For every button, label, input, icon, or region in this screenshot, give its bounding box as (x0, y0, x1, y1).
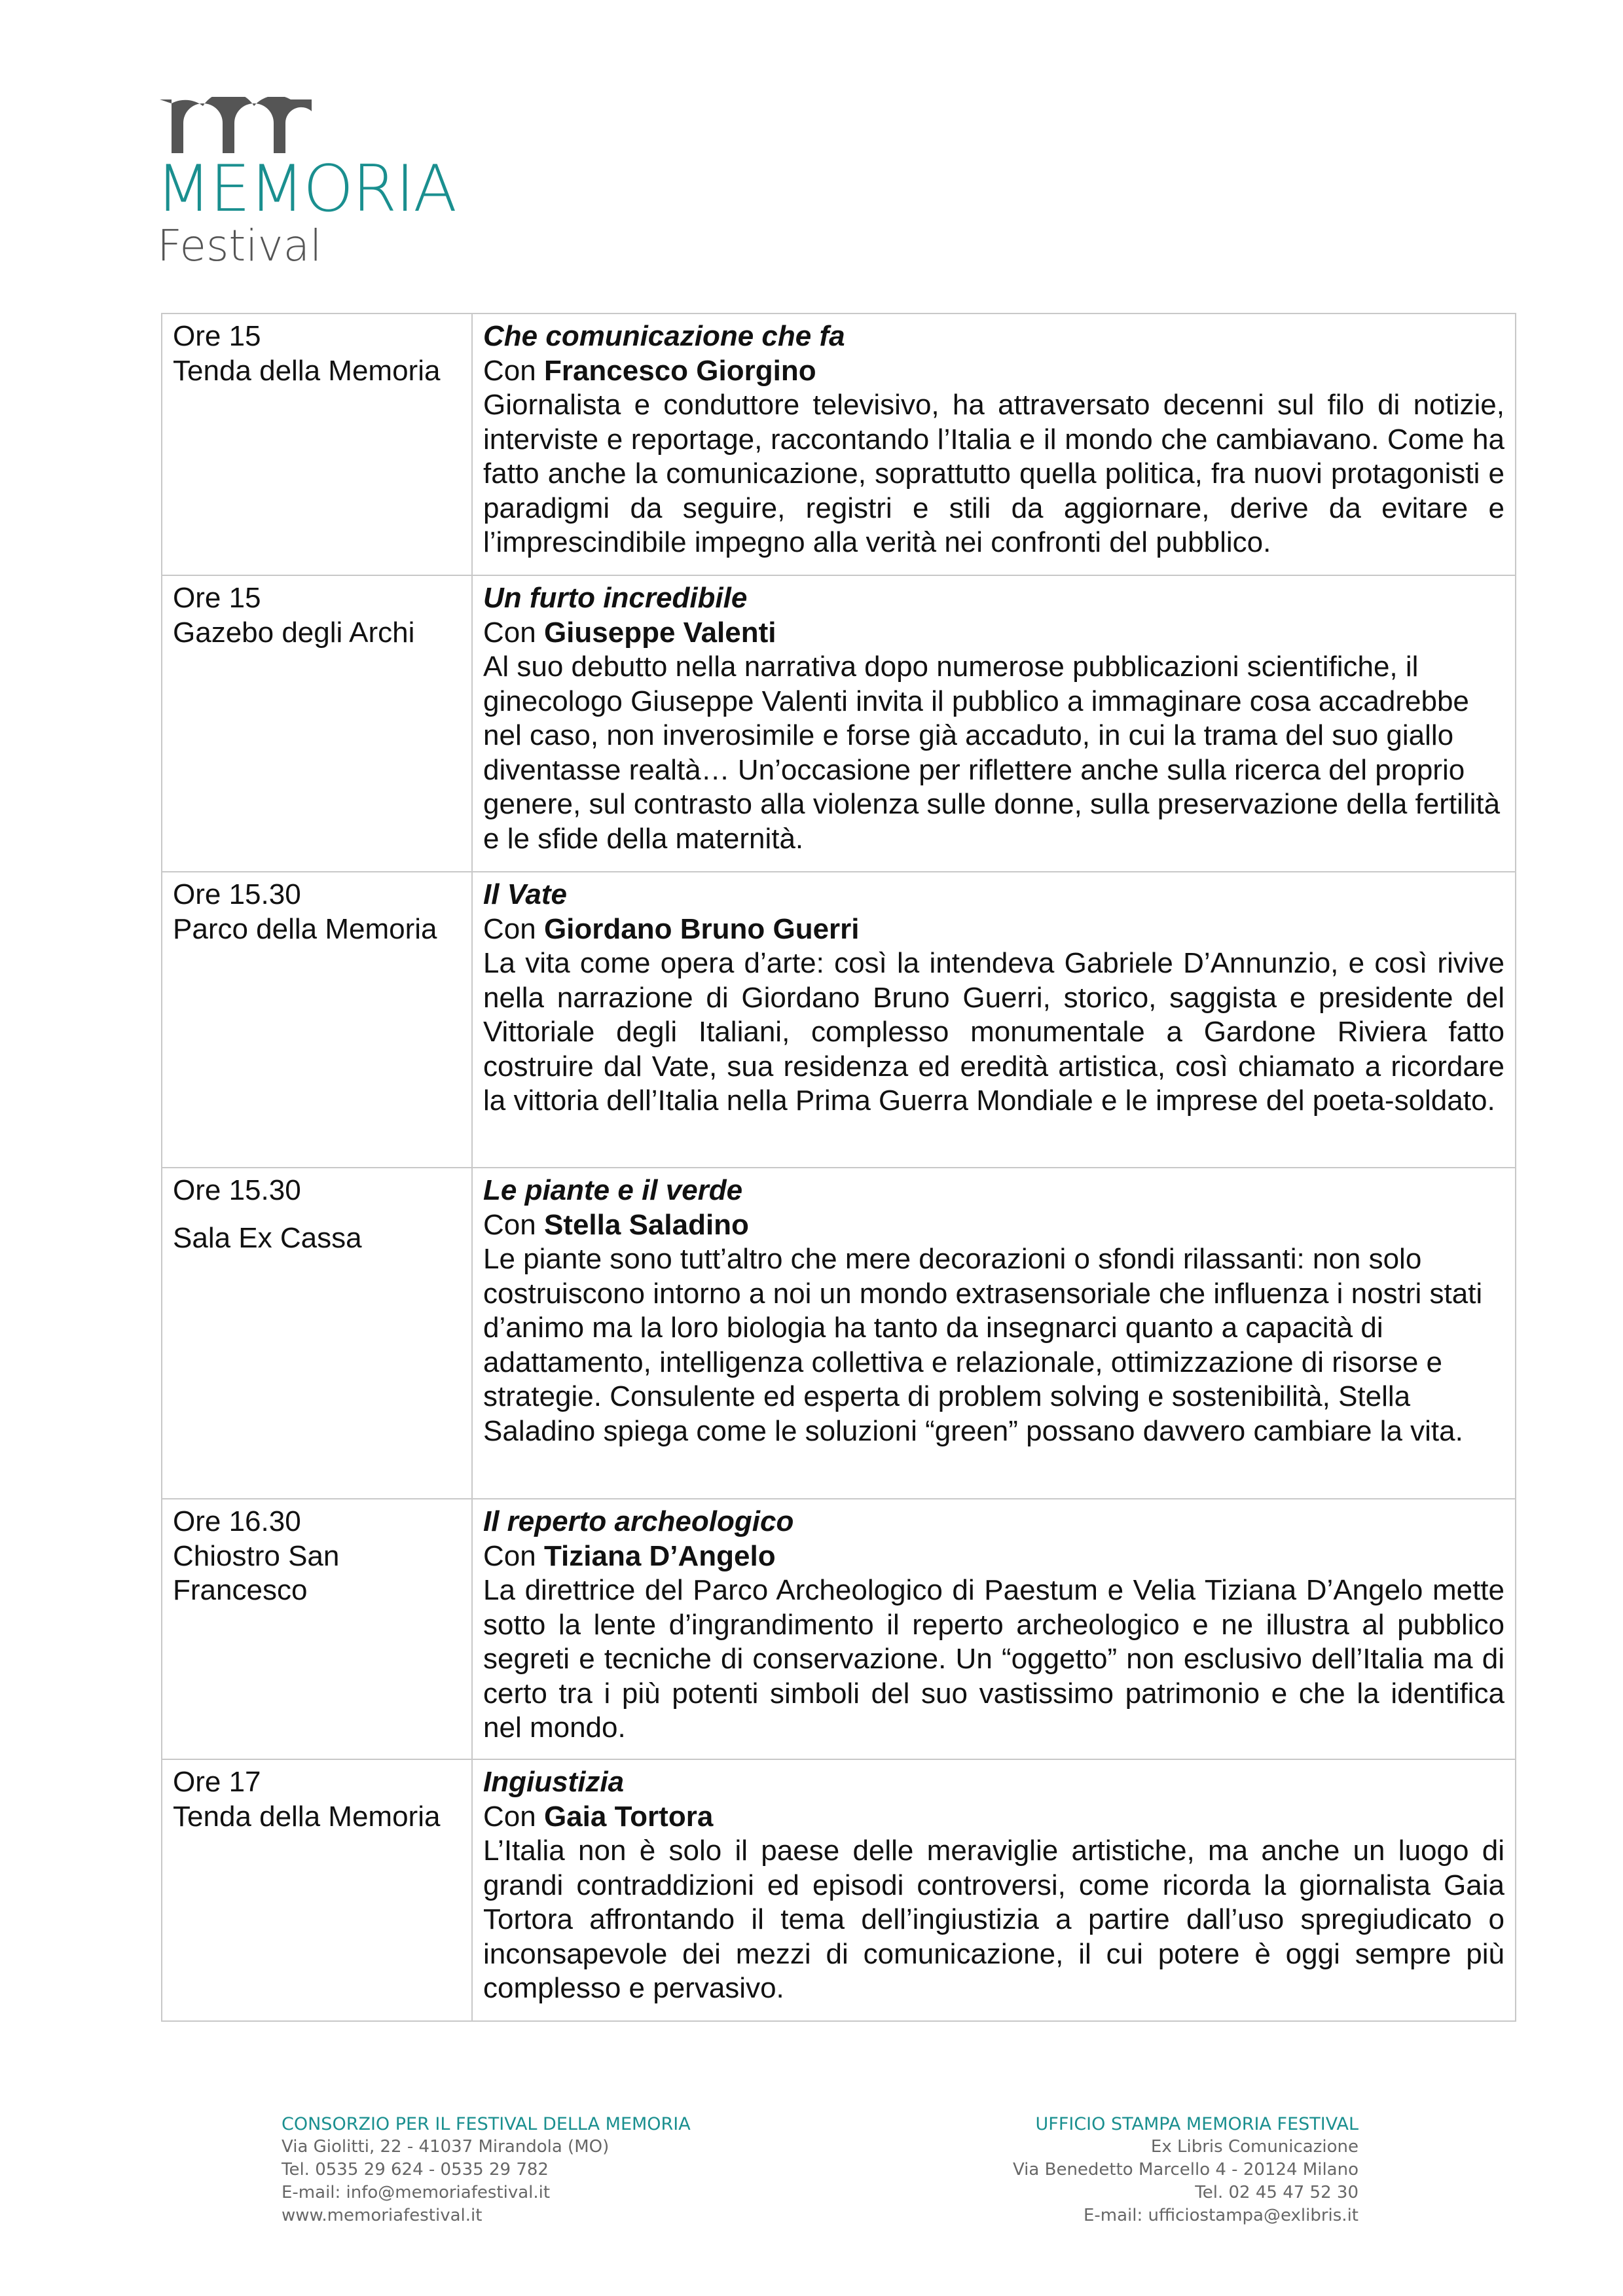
guest-name: Stella Saladino (543, 1208, 749, 1241)
footer-left-address: Via Giolitti, 22 - 41037 Mirandola (MO) (282, 2137, 610, 2157)
event-place: Gazebo degli Archi (173, 616, 415, 649)
event-when-where (162, 1759, 472, 2021)
event-guest-line (483, 1539, 1504, 1574)
event-place: Chiostro San Francesco (173, 1539, 340, 1606)
footer-left-website[interactable]: www.memoriafestival.it (282, 2206, 483, 2225)
logo-word: MEMORIA (156, 152, 456, 226)
event-details (472, 1499, 1516, 1759)
footer-right-phone: Tel. 02 45 47 52 30 (1195, 2183, 1359, 2202)
event-place: Parco della Memoria (173, 912, 437, 945)
event-row (162, 872, 1516, 1168)
guest-prefix: Con (483, 912, 544, 945)
guest-name: Tiziana D’Angelo (543, 1539, 776, 1572)
event-when-where (162, 575, 472, 872)
event-guest-line (483, 1208, 1504, 1243)
event-row (162, 575, 1516, 872)
event-guest-line (483, 912, 1504, 947)
footer-right-email[interactable]: E-mail: ufficiostampa@exlibris.it (1083, 2206, 1359, 2225)
guest-prefix: Con (483, 354, 544, 387)
memoria-festival-logo (156, 96, 496, 272)
event-title: Il Vate (483, 878, 567, 910)
event-description: Le piante sono tutt’altro che mere decorazioni o sfondi rilassanti: non solo costruiscono intorno a noi un mondo extrasensoriale che influenza i nostri stati d’animo ma la loro biologia ha tanto da insegnarci quanto a capacità di adattamento, intelligenza collettiva e relazionale, ottimizzazione di risorse e strategie. Consulente ed esperta di problem solving e sostenibilità, Stella Saladino spiega come le soluzioni “green” possano davvero cambiare la vita. (483, 1243, 1483, 1447)
event-time: Ore 15.30 (173, 1174, 301, 1206)
footer-right-address: Via Benedetto Marcello 4 - 20124 Milano (1012, 2160, 1359, 2179)
event-guest-line (483, 616, 1504, 651)
event-title: Il reperto archeologico (483, 1505, 794, 1537)
event-description: La vita come opera d’arte: così la intendeva Gabriele D’Annunzio, e così rivive nella narrazione di Giordano Bruno Guerri, storico, saggista e presidente del Vittoriale degli Italiani, complesso monumentale a Gardone Riviera fatto costruire dal Vate, sua residenza ed eredità artistica, così chiamato a ricordare la vittoria dell’Italia nella Prima Guerra Mondiale e le imprese del poeta-soldato. (483, 947, 1504, 1117)
event-row (162, 1499, 1516, 1759)
guest-name: Giordano Bruno Guerri (543, 912, 860, 945)
event-time: Ore 15.30 (173, 878, 301, 910)
event-when-where (162, 872, 472, 1168)
event-title: Che comunicazione che fa (483, 320, 845, 352)
event-time: Ore 15 (173, 582, 261, 614)
event-row (162, 314, 1516, 575)
event-guest-line (483, 354, 1504, 389)
event-details (472, 1759, 1516, 2021)
footer-consorzio (282, 2113, 691, 2227)
event-place: Sala Ex Cassa (173, 1221, 362, 1254)
event-time: Ore 16.30 (173, 1505, 301, 1537)
event-when-where (162, 1168, 472, 1499)
footer-left-email[interactable]: E-mail: info@memoriafestival.it (282, 2183, 551, 2202)
event-when-where (162, 1499, 472, 1759)
event-details (472, 1168, 1516, 1499)
guest-name: Francesco Giorgino (543, 354, 816, 387)
event-time: Ore 17 (173, 1766, 261, 1798)
event-place: Tenda della Memoria (173, 354, 441, 387)
guest-prefix: Con (483, 1539, 544, 1572)
event-row (162, 1759, 1516, 2021)
event-title: Un furto incredibile (483, 582, 748, 614)
guest-prefix: Con (483, 1800, 544, 1833)
footer-right-heading: UFFICIO STAMPA MEMORIA FESTIVAL (1035, 2114, 1359, 2134)
event-place: Tenda della Memoria (173, 1800, 441, 1833)
event-details (472, 314, 1516, 575)
events-table (161, 313, 1516, 2022)
footer-right-company: Ex Libris Comunicazione (1150, 2137, 1359, 2157)
event-description: Giornalista e conduttore televisivo, ha attraversato decenni sul filo di notizie, interviste e reportage, raccontando l’Italia e il mondo che cambiavano. Come ha fatto anche la comunicazione, soprattutto quella politica, fra nuovi protagonisti e paradigmi da seguire, registri e stili da aggiornare, derive da evitare e l’imprescindibile impegno alla verità nei confronti del pubblico. (483, 389, 1504, 558)
event-details (472, 872, 1516, 1168)
event-description: Al suo debutto nella narrativa dopo numerose pubblicazioni scientifiche, il ginecologo Giuseppe Valenti invita il pubblico a immaginare cosa accadrebbe nel caso, non inverosimile e forse già accaduto, in cui la trama del suo giallo diventasse realtà… Un’occasione per riflettere anche sulla ricerca del proprio genere, sul contrasto alla violenza sulle donne, sulla preservazione della fertilità e le sfide della maternità. (483, 651, 1501, 855)
event-time: Ore 15 (173, 320, 261, 352)
footer-ufficio-stampa (1013, 2113, 1359, 2227)
event-row (162, 1168, 1516, 1499)
event-details (472, 575, 1516, 872)
event-title: Ingiustizia (483, 1766, 625, 1798)
guest-name: Giuseppe Valenti (543, 616, 776, 649)
logo-subtitle: Festival (157, 221, 322, 271)
event-description: L’Italia non è solo il paese delle meraviglie artistiche, ma anche un luogo di grandi contraddizioni ed episodi controversi, come ricorda la giornalista Gaia Tortora affrontando il tema dell’ingiustizia a partire dall’uso spregiudicato o inconsapevole dei mezzi di comunicazione, il cui potere è oggi sempre più complesso e pervasivo. (483, 1835, 1504, 2004)
guest-name: Gaia Tortora (543, 1800, 714, 1833)
guest-prefix: Con (483, 616, 544, 649)
footer-left-heading: CONSORZIO PER IL FESTIVAL DELLA MEMORIA (282, 2114, 691, 2134)
event-guest-line (483, 1800, 1504, 1835)
event-when-where (162, 314, 472, 575)
guest-prefix: Con (483, 1208, 544, 1241)
event-title: Le piante e il verde (483, 1174, 743, 1206)
event-description: La direttrice del Parco Archeologico di Paestum e Velia Tiziana D’Angelo mette sotto la lente d’ingrandimento il reperto archeologico e ne illustra al pubblico segreti e tecniche di conservazione. Un “oggetto” non esclusivo dell’Italia ma di certo tra i più potenti simboli del suo vastissimo patrimonio e che la identifica nel mondo. (483, 1574, 1504, 1744)
footer-left-phone: Tel. 0535 29 624 - 0535 29 782 (282, 2160, 549, 2179)
logo-arches-icon (160, 97, 317, 156)
